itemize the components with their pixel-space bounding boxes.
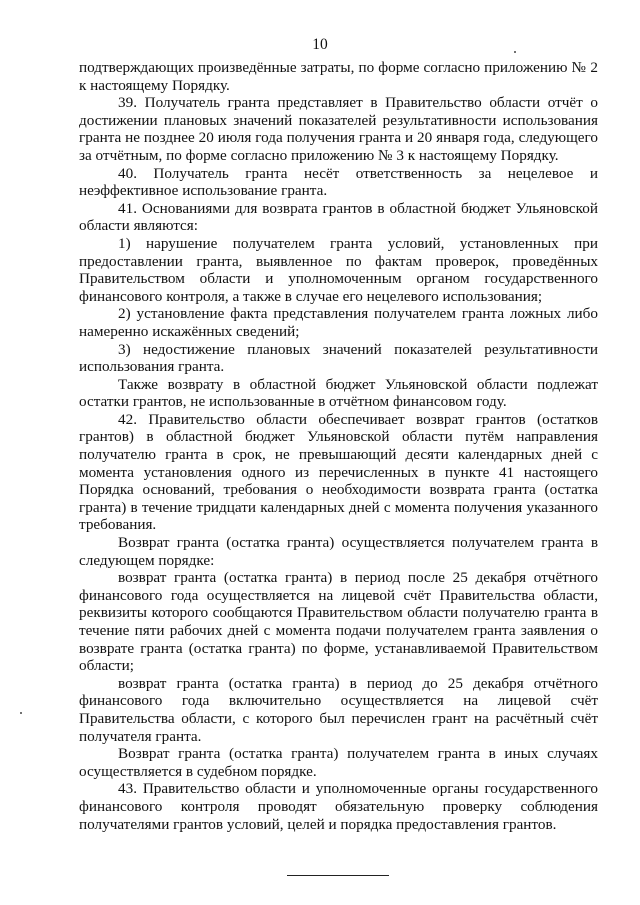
paragraph: 41. Основаниями для возврата грантов в областной бюджет Ульяновской области являются: [79,199,598,235]
paragraph: 2) установление факта представления получателем гранта ложных либо намеренно искажённых сведений; [79,305,598,340]
paragraph: 1) нарушение получателем гранта условий, установленных при предоставлении гранта, выявленное по фактам проверок, проведённых Правительством области и уполномоченным органом государственного финансового контроля, а также в случае его нецелевого использования; [79,234,598,305]
paragraph: подтверждающих произведённые затраты, по форме согласно приложению № 2 к настоящему Порядку. [79,59,598,94]
paragraph: возврат гранта (остатка гранта) в период до 25 декабря отчётного финансового года включительно осуществляется на лицевой счёт Правительства области, с которого был перечислен грант на расчётный счёт получателя гранта. [79,674,598,745]
page-number: 10 [312,36,328,53]
document-body [79,59,598,833]
paragraph: Также возврату в областной бюджет Ульяновской области подлежат остатки грантов, не использованные в отчётном финансовом году. [79,375,598,411]
scan-speck [20,712,22,714]
paragraph: Возврат гранта (остатка гранта) получателем гранта в иных случаях осуществляется в судебном порядке. [79,745,598,780]
paragraph: Возврат гранта (остатка гранта) осуществляется получателем гранта в следующем порядке: [79,534,598,569]
paragraph: 40. Получатель гранта несёт ответственность за нецелевое и неэффективное использование гранта. [79,164,598,200]
end-rule [287,875,389,876]
paragraph: 43. Правительство области и уполномоченные органы государственного финансового контроля проводят обязательную проверку соблюдения получателями грантов условий, целей и порядка предоставления грантов. [79,780,598,833]
scan-speck [514,51,516,53]
paragraph: 42. Правительство области обеспечивает возврат грантов (остатков грантов) в областной бюджет Ульяновской области путём направления получателю гранта в срок, не превышающий десяти календарных дней с момента установления одного из перечисленных в пункте 41 настоящего Порядка оснований, требования о необходимости возврата гранта (остатка гранта) в течение тридцати календарных дней с момента получения указанного требования. [79,410,598,534]
paragraph: 3) недостижение плановых значений показателей результативности использования гранта. [79,340,598,376]
paragraph: возврат гранта (остатка гранта) в период после 25 декабря отчётного финансового года осуществляется на лицевой счёт Правительства области, реквизиты которого сообщаются Правительством области получателю гранта в течение пяти рабочих дней с момента подачи получателем гранта заявления о возврате гранта (остатка гранта) по форме, устанавливаемой Правительством области; [79,569,598,675]
paragraph: 39. Получатель гранта представляет в Правительство области отчёт о достижении плановых значений показателей результативности использования гранта не позднее 20 июля года получения гранта и 20 января года, следующего за отчётным, по форме согласно приложению № 3 к настоящему Порядку. [79,94,598,164]
